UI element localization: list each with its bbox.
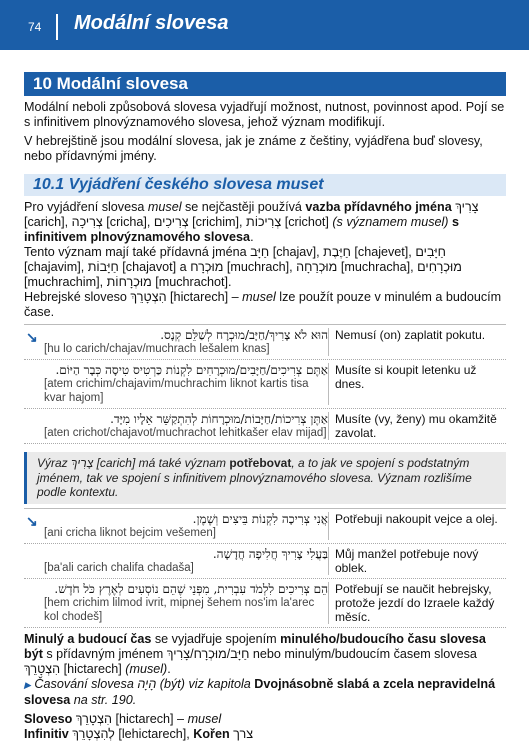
examples-table-2 (24, 508, 506, 628)
page-content (24, 72, 506, 742)
subsection-paragraph-1: Pro vyjádření slovesa musel se nejčastěji používá vazba přídavného jména צָרִיךְ [carich], צְרִיכָה [cricha], צְרִיכִים [crichim], צְרִיכוֹת [crichot] (s významem musel) s infinitivem plnovýznamového slovesa. (24, 200, 479, 244)
text: s přídavným jménem חַיָּב/מוּכְרָח/צָרִיךְ nebo minulým/budoucím časem slovesa הִצְטָרֵךְ [hictarech] (24, 646, 477, 676)
term-musel: musel (187, 711, 222, 726)
text: Hebrejské sloveso הִצְטָרֵךְ [hictarech] – (24, 290, 243, 304)
subsection-paragraph-2 (24, 245, 506, 290)
term-musel: (musel) (125, 661, 168, 676)
emphasis: Minulý a budoucí čas (24, 631, 152, 646)
label-koren: Kořen (193, 726, 230, 741)
hebrew-forms: צָרִיךְ [carich], צְרִיכָה [cricha], צְרִיכִים [crichim], צְרִיכוֹת [crichot] (24, 200, 479, 229)
hebrew-forms: חַיָּב [chajav], חַיֶּבֶת [chajevet], חַיָּבִים [chajavim], חַיָּבוֹת [chajavot] a מוּכְרָח [muchrach], מוּכְרַחָה [muchracha], מוּכְרָחִים [muchrachim], מוּכְרָחוֹת [muchrachot]. (24, 245, 462, 289)
cross-reference (24, 677, 506, 708)
example-translation: Potřebuji nakoupit vejce a olej. (328, 512, 506, 540)
header-divider (56, 14, 58, 40)
emphasis: s infinitivem plnovýznamového slovesa (24, 215, 460, 244)
tense-paragraph: Minulý a budoucí čas se vyjadřuje spojením minulého/budoucího času slovesa být s přídavným jménem חַיָּב/מוּכְרָח/צָרִיךְ nebo minulým/budoucím časem slovesa הִצְטָרֵךְ [hictarech] (musel). (24, 631, 486, 676)
example-hebrew: הֵם צְרִיכִים לִלְמֹד עִבְרִית, מִפְּנֵי שֶׁהֵם נוֹסְעִים לְאֶרֶץ כֹּל חֹדֶשׁ. (54, 581, 328, 596)
intro-paragraph-2: V hebrejštině jsou modální slovesa, jak je známe z češtiny, vyjádřena buď slovesy, nebo přídavnými jmény. (24, 134, 483, 163)
emphasis: vazba přídavného jména (305, 200, 452, 214)
text: se nejčastěji používá (181, 200, 306, 214)
example-translation: Můj manžel potřebuje nový oblek. (328, 547, 506, 575)
text: Tento význam mají také přídavná jména (24, 245, 251, 259)
page-header (0, 0, 529, 50)
meaning-note: (s významem musel) (332, 215, 449, 229)
example-row (24, 544, 506, 579)
example-transliteration: [atem crichim/chajavim/muchrachim liknot kartis tisa kvar hajom] (44, 378, 309, 404)
example-transliteration: [aten crichot/chajavot/muchrachot lehitkašer elav mijad] (44, 427, 327, 439)
infinitive-line (24, 727, 506, 742)
text: , a to jak ve spojení s podstatným jménem, tak ve spojení s infinitivem plnovýznamového slovesa. Význam rozlišíme podle kontextu. (37, 456, 472, 499)
example-row (24, 325, 506, 360)
example-transliteration: [ba'ali carich chalifa chadaša] (44, 561, 194, 574)
subsection-heading: 10.1 Vyjádření českého slovesa muset (24, 174, 506, 196)
example-hebrew: אַתֶּן צְרִיכוֹת/חַיָּבוֹת/מוּכְרָחוֹת לְהִתְקַשֵּׁר אֵלָיו מִיָּד. (110, 412, 328, 426)
emphasis: minulého/budoucího času slovesa být (24, 631, 486, 661)
example-row (24, 509, 506, 544)
text: Časování slovesa הָיָה (být) viz kapitola (34, 676, 255, 691)
example-translation: Musíte (vy, ženy) mu okamžitě zavolat. (328, 412, 506, 440)
text: לְהִצְטָרֵךְ [lehictarech], (68, 726, 194, 741)
example-hebrew: הוּא לֹא צָרִיךְ/חַיָּב/מוּכְרָח לְשַׁלֵּם קְנָס. (160, 328, 328, 342)
text: Výraz צָרִיךְ [carich] má také význam (37, 456, 230, 470)
text: na str. 190. (70, 692, 137, 707)
example-hebrew: בַּעֲלִי צָרִיךְ חֲלִיפָה חֲדָשָׁה. (212, 546, 328, 561)
example-arrow-icon: ↘ (26, 512, 38, 529)
example-transliteration: [ani cricha liknot bejcim vešemen] (44, 526, 216, 539)
chapter-reference: Dvojnásobně slabá a zcela nepravidelná slovesa (24, 676, 496, 707)
term-musel: musel (242, 290, 276, 304)
example-row (24, 409, 506, 444)
example-translation: Potřebují se naučit hebrejsky, protože jezdí do Izraele každý měsíc. (328, 582, 506, 624)
term-muset: musel (147, 200, 182, 214)
label-infinitiv: Infinitiv (24, 726, 69, 741)
emphasis: potřebovat (229, 456, 292, 470)
example-translation: Nemusí (on) zaplatit pokutu. (328, 328, 506, 356)
chapter-title: Modální slovesa (74, 12, 229, 34)
example-row (24, 579, 506, 628)
label-sloveso: Sloveso (24, 711, 73, 726)
example-transliteration: [hem crichim lilmod ivrit, mipnej šehem nos'im la'arec kol chodeš] (44, 596, 315, 623)
text: הִצְטָרֵךְ [hictarech] – (72, 711, 188, 726)
triangle-bullet-icon: ▶ (24, 679, 31, 690)
text: se vyjadřuje spojením (151, 631, 281, 646)
verb-line (24, 712, 506, 727)
subsection-paragraph-3 (24, 290, 506, 320)
text: Pro vyjádření slovesa (24, 200, 148, 214)
example-hebrew: אַתֶּם צְרִיכִים/חַיָּבִים/מוּכְרָחִים לִקְנוֹת כַּרְטִיס טִיסָה כְּבָר הַיּוֹם. (55, 363, 328, 377)
example-arrow-icon: ↘ (26, 329, 38, 345)
example-transliteration: [hu lo carich/chajav/muchrach lešalem knas] (44, 343, 270, 355)
examples-table-1 (24, 324, 506, 444)
example-hebrew: אֲנִי צְרִיכָה לִקְנוֹת בֵּיצִים וְשֶׁמֶן. (192, 511, 328, 526)
page-number: 74 (28, 20, 42, 34)
example-row (24, 360, 506, 409)
text: lze použít pouze v minulém a budoucím čase. (24, 290, 502, 319)
note-box (24, 452, 506, 504)
example-translation: Musíte si koupit letenku už dnes. (328, 363, 506, 405)
section-heading: 10 Modální slovesa (24, 72, 506, 96)
text: צרך (229, 726, 254, 741)
intro-paragraph-1: Modální neboli způsobová slovesa vyjadřují možnost, nutnost, povinnost apod. Pojí se s infinitivem plnovýznamového slovesa, jehož význam modifikují. (24, 100, 505, 129)
